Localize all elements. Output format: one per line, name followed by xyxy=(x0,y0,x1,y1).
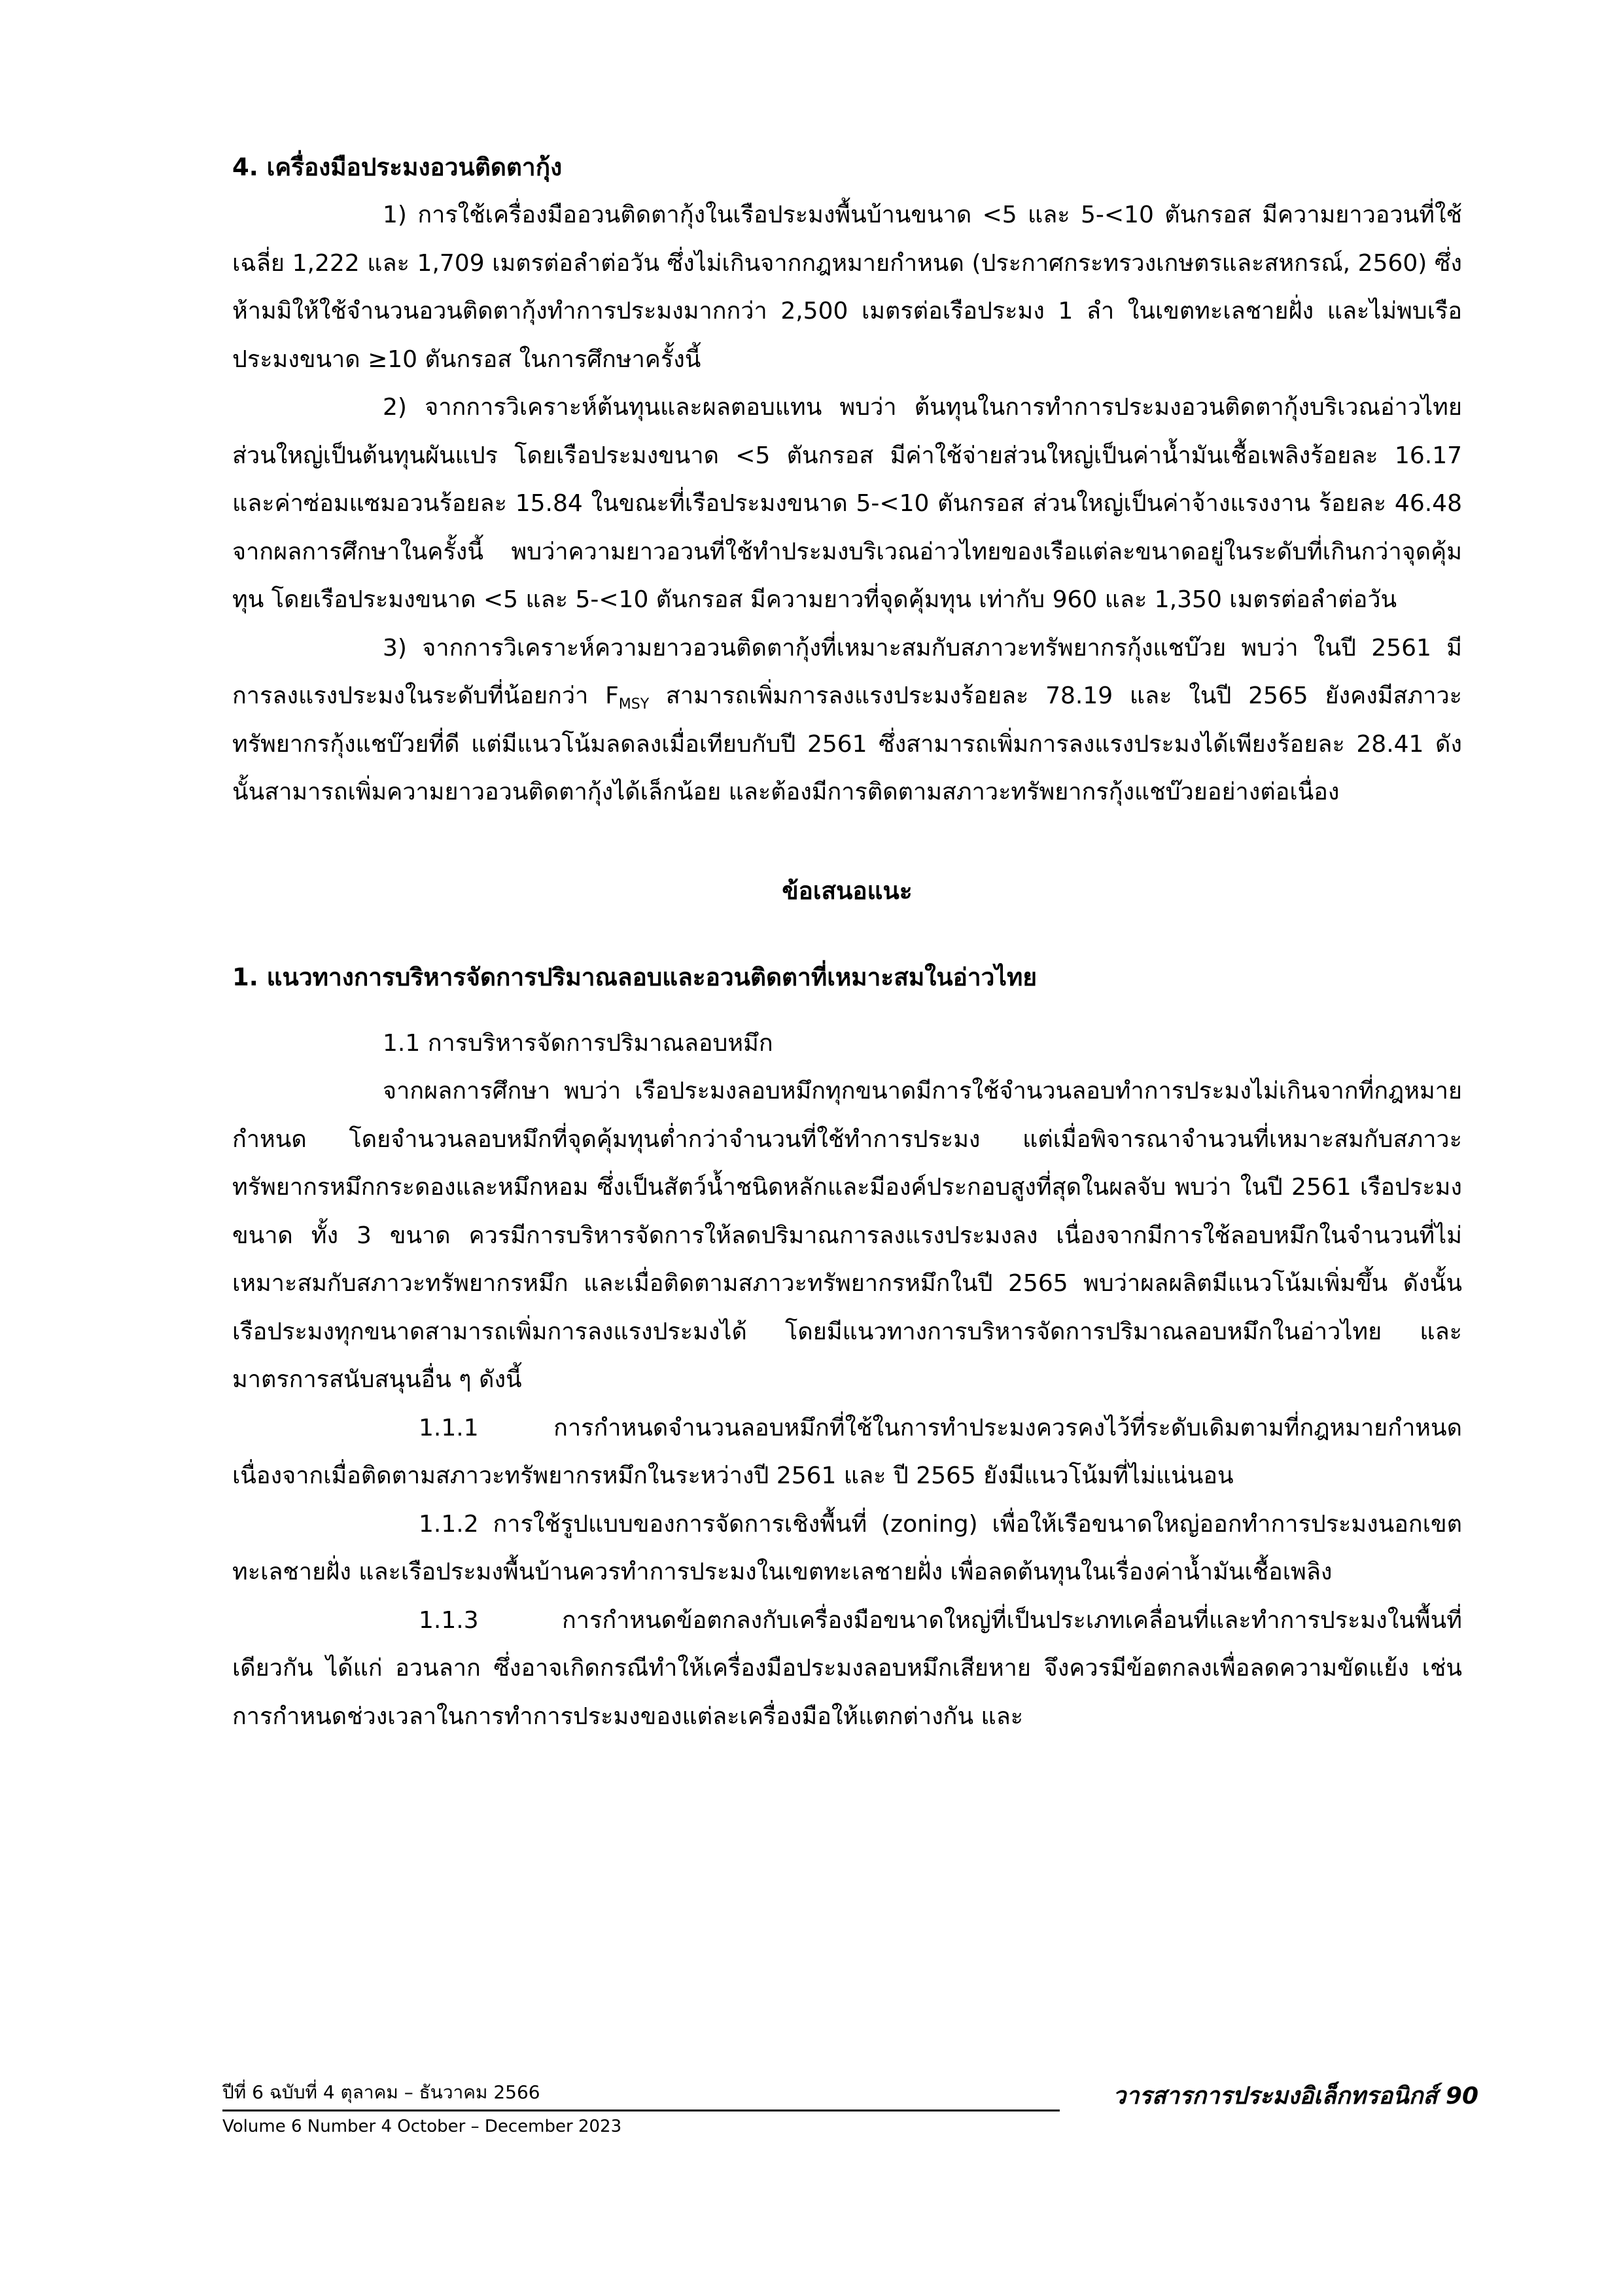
item-1-1-1: 1.1.1 การกำหนดจำนวนลอบหมึกที่ใช้ในการทำประมงควรคงไว้ที่ระดับเดิมตามที่กฎหมายกำหนด เนื่องจากเมื่อติดตามสภาวะทรัพยากรหมึกในระหว่างปี 2561 และ ปี 2565 ยังมีแนวโน้มที่ไม่แน่นอน xyxy=(232,1414,1462,1489)
item-1-1-2: 1.1.2 การใช้รูปแบบของการจัดการเชิงพื้นที่ (zoning) เพื่อให้เรือขนาดใหญ่ออกทำการประมงนอกเขตทะเลชายฝั่ง และเรือประมงพื้นบ้านควรทำการประมงในเขตทะเลชายฝั่ง เพื่อลดต้นทุนในเรื่องค่าน้ำมันเชื้อเพลิง xyxy=(232,1510,1462,1585)
footer-journal-title-page-number: วารสารการประมงอิเล็กทรอนิกส์ 90 xyxy=(1113,2083,1478,2110)
page-content xyxy=(232,144,1462,1740)
page-footer xyxy=(222,2079,1478,2158)
recommendations-heading: ข้อเสนอแนะ xyxy=(782,876,913,905)
subsection-1-1-paragraph: จากผลการศึกษา พบว่า เรือประมงลอบหมึกทุกขนาดมีการใช้จำนวนลอบทำการประมงไม่เกินจากที่กฎหมายกำหนด โดยจำนวนลอบหมึกที่จุดคุ้มทุนต่ำกว่าจำนวนที่ใช้ทำการประมง แต่เมื่อพิจารณาจำนวนที่เหมาะสมกับสภาวะทรัพยากรหมึกกระดองและหมึกหอม ซึ่งเป็นสัตว์น้ำชนิดหลักและมีองค์ประกอบสูงที่สุดในผลจับ พบว่า ในปี 2561 เรือประมงขนาด ทั้ง 3 ขนาด ควรมีการบริหารจัดการให้ลดปริมาณการลงแรงประมงลง เนื่องจากมีการใช้ลอบหมึกในจำนวนที่ไม่เหมาะสมกับสภาวะทรัพยากรหมึก และเมื่อติดตามสภาวะทรัพยากรหมึกในปี 2565 พบว่าผลผลิตมีแนวโน้มเพิ่มขึ้น ดังนั้น เรือประมงทุกขนาดสามารถเพิ่มการลงแรงประมงได้ โดยมีแนวทางการบริหารจัดการปริมาณลอบหมึกในอ่าวไทย และมาตรการสนับสนุนอื่น ๆ ดังนี้ xyxy=(232,1078,1462,1393)
recommendation-1-heading: 1. แนวทางการบริหารจัดการปริมาณลอบและอวนติดตาที่เหมาะสมในอ่าวไทย xyxy=(232,963,1038,991)
section-4-paragraph-3 xyxy=(232,624,1462,817)
section-4-paragraph-1: 1) การใช้เครื่องมืออวนติดตากุ้งในเรือประมงพื้นบ้านขนาด <5 และ 5-<10 ตันกรอส มีความยาวอวนที่ใช้เฉลี่ย 1,222 และ 1,709 เมตรต่อลำต่อวัน ซึ่งไม่เกินจากกฎหมายกำหนด (ประกาศกระทรวงเกษตรและสหกรณ์, 2560) ซึ่งห้ามมิให้ใช้จำนวนอวนติดตากุ้งทำการประมงมากกว่า 2,500 เมตรต่อเรือประมง 1 ลำ ในเขตทะเลชายฝั่ง และไม่พบเรือประมงขนาด ≥10 ตันกรอส ในการศึกษาครั้งนี้ xyxy=(232,202,1462,373)
paragraph-3-text-start: 3) จากการวิเคราะห์ความยาวอวนติดตากุ้งที่เหมาะสมกับสภาวะทรัพยากรกุ้งแชบ๊วย พบว่า ในปี 2561 มีการลงแรงประมงในระดับที่น้อยกว่า F xyxy=(232,634,1462,709)
section-4-paragraph-2: 2) จากการวิเคราะห์ต้นทุนและผลตอบแทน พบว่า ต้นทุนในการทำการประมงอวนติดตากุ้งบริเวณอ่าวไทยส่วนใหญ่เป็นต้นทุนผันแปร โดยเรือประมงขนาด <5 ตันกรอส มีค่าใช้จ่ายส่วนใหญ่เป็นค่าน้ำมันเชื้อเพลิงร้อยละ 16.17 และค่าซ่อมแซมอวนร้อยละ 15.84 ในขณะที่เรือประมงขนาด 5-<10 ตันกรอส ส่วนใหญ่เป็นค่าจ้างแรงงาน ร้อยละ 46.48 จากผลการศึกษาในครั้งนี้ พบว่าความยาวอวนที่ใช้ทำประมงบริเวณอ่าวไทยของเรือแต่ละขนาดอยู่ในระดับที่เกินกว่าจุดคุ้มทุน โดยเรือประมงขนาด <5 และ 5-<10 ตันกรอส มีความยาวที่จุดคุ้มทุน เท่ากับ 960 และ 1,350 เมตรต่อลำต่อวัน xyxy=(232,394,1462,613)
fmsy-subscript: MSY xyxy=(618,696,650,713)
item-1-1-3: 1.1.3 การกำหนดข้อตกลงกับเครื่องมือขนาดใหญ่ที่เป็นประเภทเคลื่อนที่และทำการประมงในพื้นที่เดียวกัน ได้แก่ อวนลาก ซึ่งอาจเกิดกรณีทำให้เครื่องมือประมงลอบหมึกเสียหาย จึงควรมีข้อตกลงเพื่อลดความขัดแย้ง เช่น การกำหนดช่วงเวลาในการทำการประมงของแต่ละเครื่องมือให้แตกต่างกัน และ xyxy=(232,1606,1462,1730)
footer-issue-thai: ปีที่ 6 ฉบับที่ 4 ตุลาคม – ธันวาคม 2566 xyxy=(222,2081,540,2103)
footer-issue-english: Volume 6 Number 4 October – December 2023 xyxy=(222,2117,622,2136)
paragraph-3-text-end: สามารถเพิ่มการลงแรงประมงร้อยละ 78.19 และ ในปี 2565 ยังคงมีสภาวะทรัพยากรกุ้งแชบ๊วยที่ดี แต่มีแนวโน้มลดลงเมื่อเทียบกับปี 2561 ซึ่งสามารถเพิ่มการลงแรงประมงได้เพียงร้อยละ 28.41 ดังนั้นสามารถเพิ่มความยาวอวนติดตากุ้งได้เล็กน้อย และต้องมีการติดตามสภาวะทรัพยากรกุ้งแชบ๊วยอย่างต่อเนื่อง xyxy=(232,682,1462,805)
footer-divider xyxy=(222,2110,1060,2111)
subsection-1-1-title: 1.1 การบริหารจัดการปริมาณลอบหมึก xyxy=(383,1029,773,1057)
section-4-heading: 4. เครื่องมือประมงอวนติดตากุ้ง xyxy=(232,153,563,181)
